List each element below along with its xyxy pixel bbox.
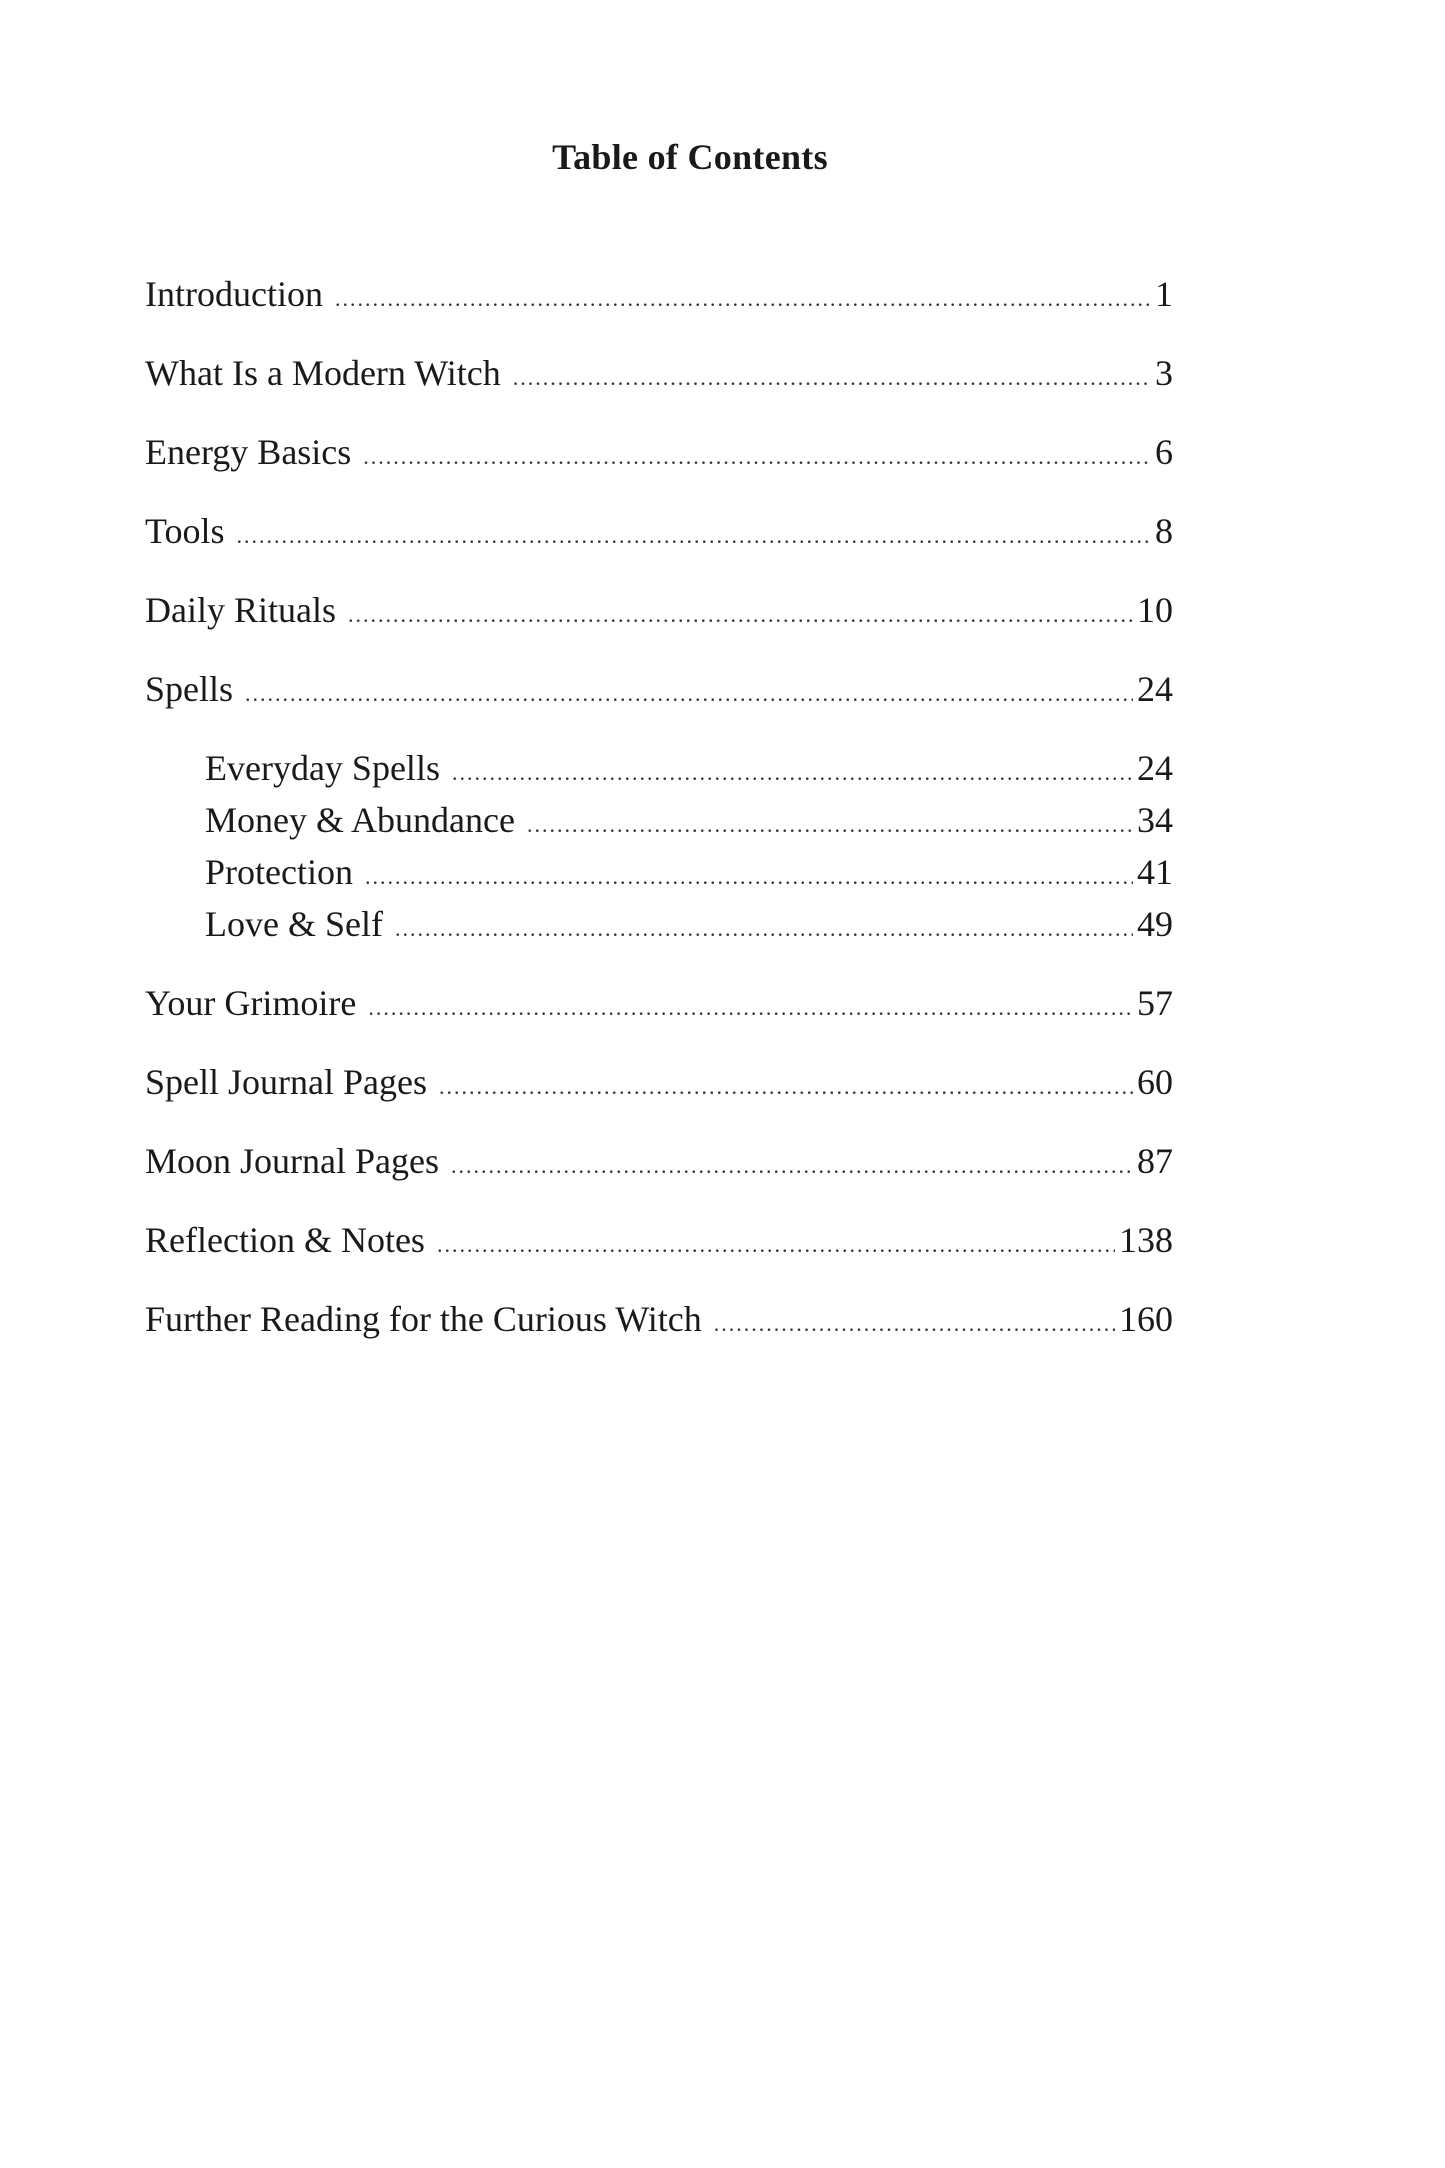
toc-entry-label: Spells (145, 669, 234, 709)
toc-entry-label: Love & Self (205, 904, 383, 944)
toc-entry-your-grimoire[interactable] (145, 981, 1173, 1030)
toc-entry-page: 1 (1155, 274, 1173, 314)
dot-leader (437, 1223, 1115, 1267)
dot-leader (439, 1065, 1133, 1109)
toc-entry-label: Everyday Spells (205, 748, 440, 788)
toc-entry-page: 41 (1137, 852, 1173, 892)
page-title: Table of Contents (552, 137, 828, 177)
toc-entry-page: 10 (1137, 590, 1173, 630)
toc-entry-label: Daily Rituals (145, 590, 336, 630)
dot-leader (237, 514, 1152, 558)
toc-entry-daily-rituals[interactable] (145, 588, 1173, 637)
dot-leader (451, 1144, 1133, 1188)
toc-entry-label: Energy Basics (145, 432, 352, 472)
toc-entry-label: Money & Abundance (205, 800, 515, 840)
toc-entry-page: 160 (1119, 1299, 1173, 1339)
toc-entry-page: 57 (1137, 983, 1173, 1023)
dot-leader (365, 855, 1133, 899)
toc-entry-further-reading[interactable] (145, 1297, 1173, 1346)
toc-entry-moon-journal-pages[interactable] (145, 1139, 1173, 1188)
toc-entry-spell-journal-pages[interactable] (145, 1060, 1173, 1109)
toc-entry-page: 3 (1155, 353, 1173, 393)
toc-entry-page: 49 (1137, 904, 1173, 944)
toc-entry-spells[interactable] (145, 667, 1173, 716)
toc-entry-page: 8 (1155, 511, 1173, 551)
toc-entry-label: Your Grimoire (145, 983, 357, 1023)
toc-entry-page: 6 (1155, 432, 1173, 472)
toc-entry-label: Reflection & Notes (145, 1220, 425, 1260)
toc-entry-page: 34 (1137, 800, 1173, 840)
toc-entry-introduction[interactable] (145, 272, 1173, 321)
dot-leader (245, 672, 1133, 716)
toc-entry-tools[interactable] (145, 509, 1173, 558)
dot-leader (452, 751, 1133, 795)
dot-leader (348, 593, 1133, 637)
toc-subentry-love-self[interactable] (205, 902, 1173, 951)
toc-entry-energy-basics[interactable] (145, 430, 1173, 479)
toc-entry-page: 24 (1137, 748, 1173, 788)
toc-entry-page: 60 (1137, 1062, 1173, 1102)
toc-entry-reflection-notes[interactable] (145, 1218, 1173, 1267)
dot-leader (335, 277, 1151, 321)
toc-entry-label: What Is a Modern Witch (145, 353, 501, 393)
dot-leader (363, 435, 1151, 479)
toc-entry-page: 87 (1137, 1141, 1173, 1181)
toc-subentry-everyday-spells[interactable] (205, 746, 1173, 795)
toc-subentry-money-abundance[interactable] (205, 798, 1173, 847)
dot-leader (395, 907, 1133, 951)
toc-entry-page: 24 (1137, 669, 1173, 709)
toc-entry-label: Introduction (145, 274, 323, 314)
toc-entry-what-is-a-modern-witch[interactable] (145, 351, 1173, 400)
toc-entry-label: Moon Journal Pages (145, 1141, 439, 1181)
dot-leader (513, 356, 1151, 400)
dot-leader (714, 1302, 1115, 1346)
dot-leader (368, 986, 1133, 1030)
toc-entry-label: Tools (145, 511, 225, 551)
toc-entry-page: 138 (1119, 1220, 1173, 1260)
toc-entry-label: Further Reading for the Curious Witch (145, 1299, 702, 1339)
toc-entry-label: Spell Journal Pages (145, 1062, 427, 1102)
toc-entry-label: Protection (205, 852, 353, 892)
dot-leader (527, 803, 1133, 847)
toc-subentry-protection[interactable] (205, 850, 1173, 899)
